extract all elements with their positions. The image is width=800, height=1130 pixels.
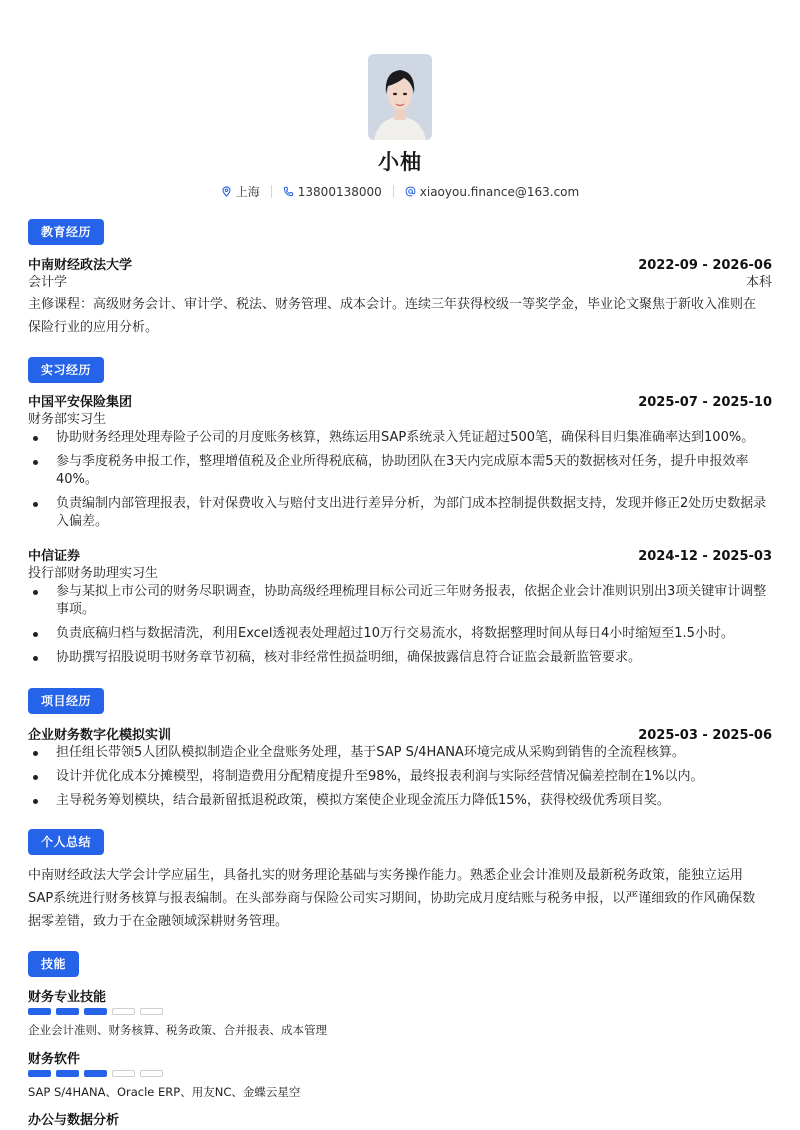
- company-name: 中国平安保险集团: [28, 395, 133, 410]
- summary-text: [28, 864, 772, 933]
- list-item: 主导税务筹划模块，结合最新留抵退税政策，模拟方案使企业现金流压力降低15%，获得校级优秀项目奖。: [28, 792, 772, 810]
- skill-level-segment-filled: [84, 1008, 107, 1015]
- list-item: 负责编制内部管理报表，针对保费收入与赔付支出进行差异分析，为部门成本控制提供数据支持，发现并修正2处历史数据录入偏差。: [28, 495, 772, 531]
- contact-phone[interactable]: [283, 185, 382, 199]
- profile-photo: [368, 54, 432, 140]
- section-badge-projects: 项目经历: [28, 688, 104, 714]
- map-pin-icon: [221, 186, 232, 197]
- phone-icon: [283, 186, 294, 197]
- candidate-name: 小柚: [378, 150, 422, 174]
- summary-line: SAP系统进行财务核算与报表编制。在头部券商与保险公司实习期间，协助完成月度结账与税务申报，以严谨细致的作风确保数: [28, 891, 756, 906]
- skill-level-bar: [28, 1070, 163, 1077]
- education-description-line: 主修课程：高级财务会计、审计学、税法、财务管理、成本会计。连续三年获得校级一等奖学金，毕业论文聚焦于新收入准则在: [28, 297, 757, 312]
- internship-role-row: [28, 408, 772, 427]
- section-badge-skills: 技能: [28, 951, 79, 977]
- internship-dates: 2024-12 - 2025-03: [638, 549, 772, 564]
- list-item: 负责底稿归档与数据清洗，利用Excel透视表处理超过10万行交易流水，将数据整理时间从每日4小时缩短至1.5小时。: [28, 625, 772, 643]
- degree: 本科: [745, 275, 772, 290]
- school-name: 中南财经政法大学: [28, 258, 133, 273]
- contact-email[interactable]: [405, 185, 579, 199]
- skill-description: SAP S/4HANA、Oracle ERP、用友NC、金蝶云星空: [28, 1085, 301, 1099]
- summary-line: 中南财经政法大学会计学应届生，具备扎实的财务理论基础与实务操作能力。熟悉企业会计准则及最新税务政策，能独立运用: [28, 868, 744, 883]
- skill-level-segment-empty: [112, 1008, 135, 1015]
- internship-role-row: [28, 562, 772, 581]
- section-badge-education: 教育经历: [28, 219, 104, 245]
- contact-bar: [0, 183, 800, 200]
- email-text: xiaoyou.finance@163.com: [419, 184, 580, 199]
- internship-bullets: [28, 429, 772, 537]
- skill-title: 财务软件: [28, 1052, 81, 1067]
- list-item: 设计并优化成本分摊模型，将制造费用分配精度提升至98%，最终报表利润与实际经营情况偏差控制在1%以内。: [28, 768, 772, 786]
- list-item: 协助撰写招股说明书财务章节初稿，核对非经常性损益明细，确保披露信息符合证监会最新监管要求。: [28, 649, 772, 667]
- list-item: 参与季度税务申报工作，整理增值税及企业所得税底稿，协助团队在3天内完成原本需5天的数据核对任务，提升申报效率40%。: [28, 453, 772, 489]
- company-name: 中信证券: [28, 549, 81, 564]
- list-item: 协助财务经理处理寿险子公司的月度账务核算，熟练运用SAP系统录入凭证超过500笔，确保科目归集准确率达到100%。: [28, 429, 772, 447]
- phone-text: 13800138000: [297, 184, 382, 199]
- contact-divider: [271, 185, 272, 198]
- section-badge-internship: 实习经历: [28, 357, 104, 383]
- role: 投行部财务助理实习生: [28, 566, 159, 581]
- skill-level-segment-filled: [28, 1070, 51, 1077]
- location-text: 上海: [235, 185, 260, 199]
- skill-level-segment-filled: [84, 1070, 107, 1077]
- project-name: 企业财务数字化模拟实训: [28, 728, 172, 743]
- skill-title: 办公与数据分析: [28, 1113, 120, 1128]
- internship-dates: 2025-07 - 2025-10: [638, 395, 772, 410]
- education-description: [28, 293, 772, 339]
- list-item: 参与某拟上市公司的财务尽职调查，协助高级经理梳理目标公司近三年财务报表，依据企业会计准则识别出3项关键审计调整事项。: [28, 583, 772, 619]
- skill-level-segment-empty: [140, 1070, 163, 1077]
- role: 财务部实习生: [28, 412, 107, 427]
- skill-level-segment-filled: [28, 1008, 51, 1015]
- project-dates: 2025-03 - 2025-06: [638, 728, 772, 743]
- skill-level-segment-filled: [56, 1070, 79, 1077]
- contact-divider: [393, 185, 394, 198]
- skill-description: 企业会计准则、财务核算、税务政策、合并报表、成本管理: [28, 1023, 327, 1037]
- list-item: 担任组长带领5人团队模拟制造企业全盘账务处理，基于SAP S/4HANA环境完成从采购到销售的全流程核算。: [28, 744, 772, 762]
- education-dates: 2022-09 - 2026-06: [638, 258, 772, 273]
- section-badge-summary: 个人总结: [28, 829, 104, 855]
- contact-location: [221, 183, 260, 200]
- project-bullets: [28, 744, 772, 816]
- summary-line: 据零差错，致力于在金融领域深耕财务管理。: [28, 914, 289, 929]
- skill-level-segment-empty: [140, 1008, 163, 1015]
- education-description-line: 保险行业的应用分析。: [28, 320, 159, 335]
- education-subrow: [28, 271, 772, 290]
- at-sign-icon: [405, 186, 416, 197]
- skill-title: 财务专业技能: [28, 990, 107, 1005]
- skill-level-segment-empty: [112, 1070, 135, 1077]
- skill-level-segment-filled: [56, 1008, 79, 1015]
- skill-level-bar: [28, 1008, 163, 1015]
- internship-bullets: [28, 583, 772, 673]
- project-header-row: [28, 724, 772, 743]
- major: 会计学: [28, 275, 68, 290]
